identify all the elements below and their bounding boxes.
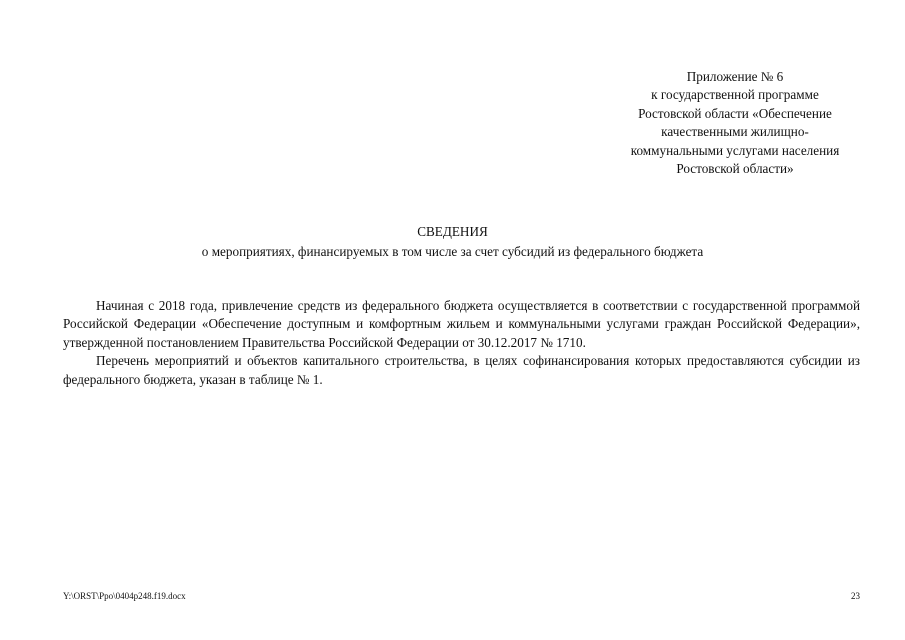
body-paragraph: Перечень мероприятий и объектов капитального строительства, в целях софинансирования которых предоставляются субсидии из федерального бюджета, указан в таблице № 1. xyxy=(63,353,860,387)
appendix-line: коммунальными услугами населения xyxy=(630,142,840,158)
body-paragraph: Начиная с 2018 года, привлечение средств из федерального бюджета осуществляется в соответствии с государственной программой Российской Федерации «Обеспечение доступным и комфортным жильем и коммунальными услугами граждан Российской Федерации», утвержденной постановлением Правительства Российской Федерации от 30.12.2017 № 1710. xyxy=(63,298,860,350)
appendix-line: Приложение № 6 xyxy=(686,69,784,84)
appendix-line: Ростовской области» xyxy=(676,161,794,177)
page-number: 23 xyxy=(851,591,860,601)
appendix-line: Ростовской области «Обеспечение xyxy=(638,105,832,121)
appendix-line: качественными жилищно- xyxy=(661,124,809,140)
appendix-header xyxy=(600,68,870,178)
document-title: СВЕДЕНИЯ xyxy=(417,224,488,239)
footer-file-path: Y:\ORST\Ppo\0404p248.f19.docx xyxy=(63,591,186,601)
appendix-line: к государственной программе xyxy=(651,87,819,103)
document-body xyxy=(63,297,860,389)
document-subtitle: о мероприятиях, финансируемых в том числе за счет субсидий из федерального бюджета xyxy=(201,244,704,259)
